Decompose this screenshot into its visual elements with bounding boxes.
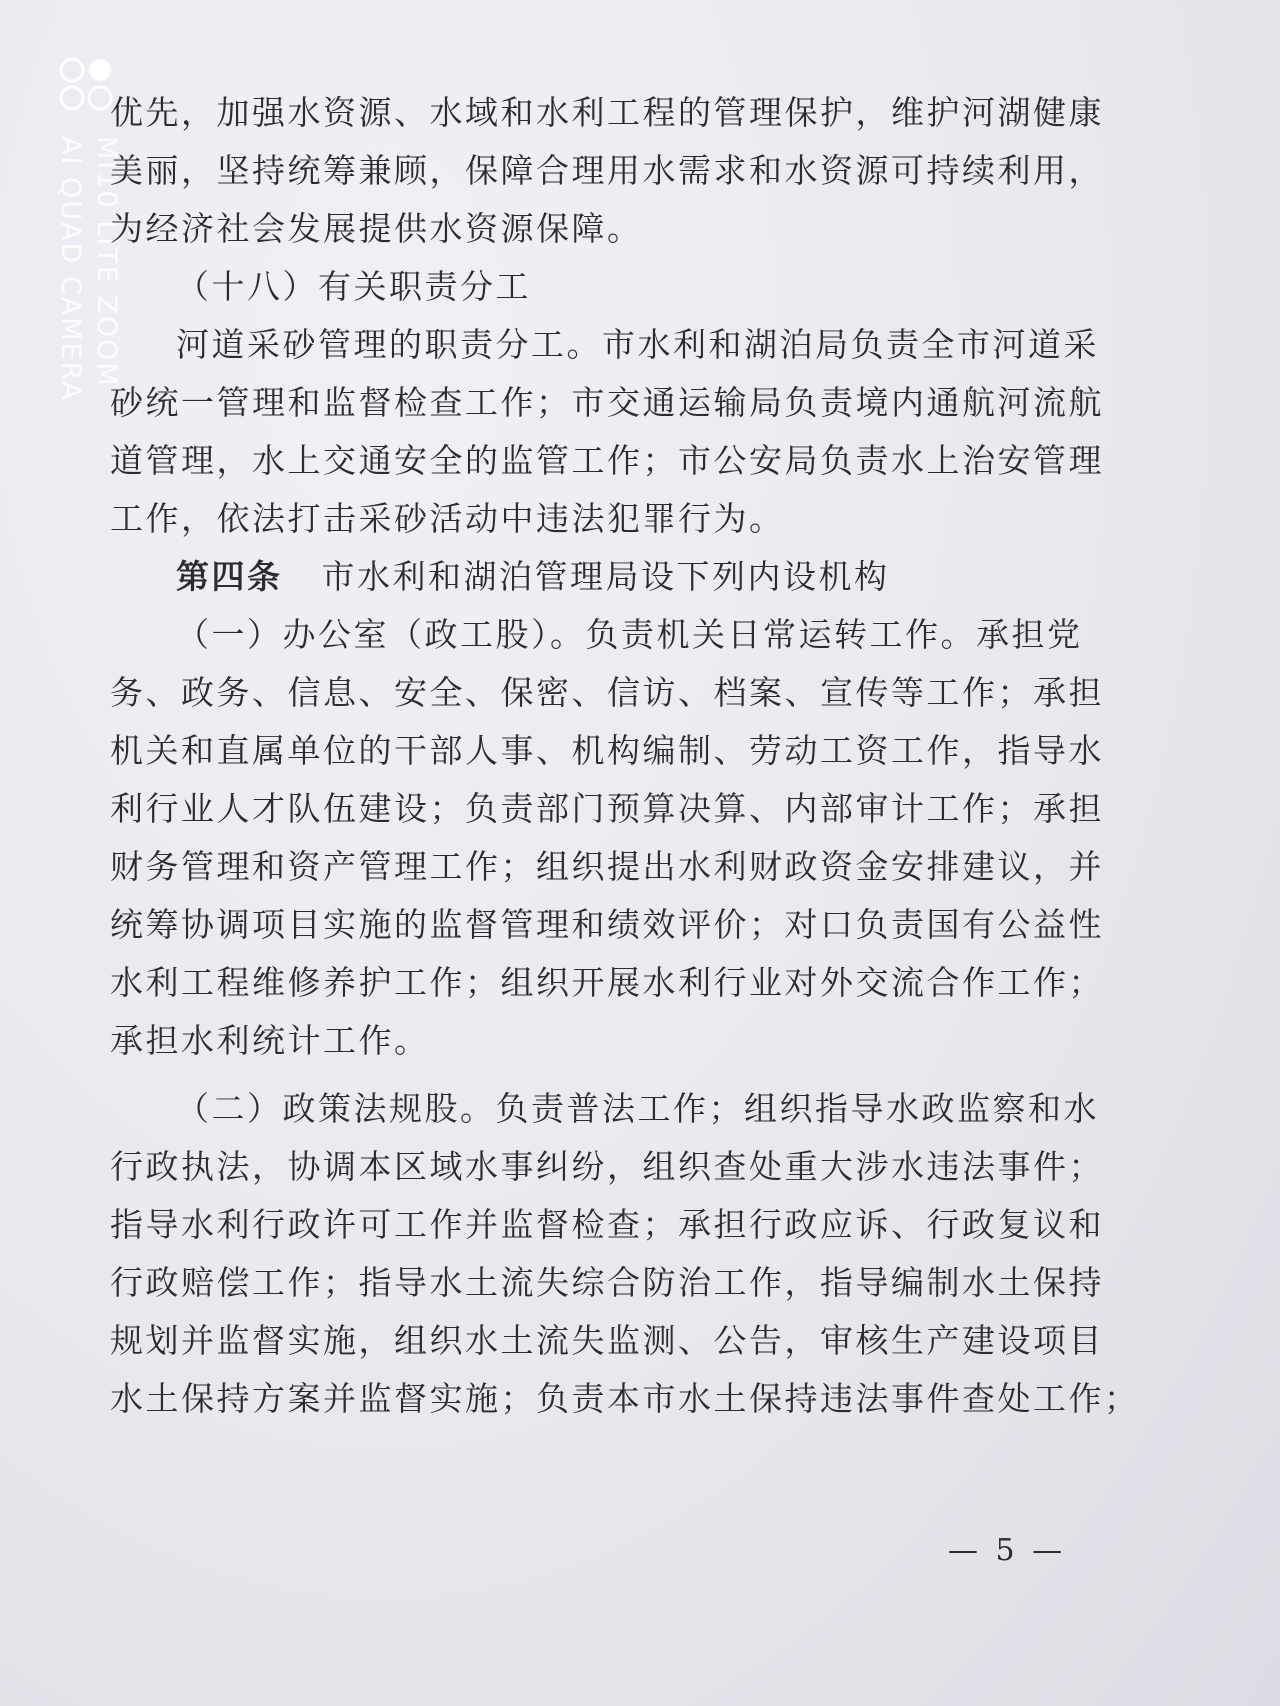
text-line: 利行业人才队伍建设；负责部门预算决算、内部审计工作；承担 [110, 789, 1104, 828]
text-line: （一）办公室（政工股）。负责机关日常运转工作。承担党 [176, 615, 1083, 654]
paragraph-water-resources [110, 84, 1110, 258]
watermark-line-1: MI10 LITE ZOOM [91, 136, 122, 388]
text-line: 机关和直属单位的干部人事、机构编制、劳动工资工作，指导水 [110, 731, 1104, 770]
text-line: 财务管理和资产管理工作；组织提出水利财政资金安排建议，并 [110, 847, 1104, 886]
text-line: 指导水利行政许可工作并监督检查；承担行政应诉、行政复议和 [110, 1205, 1104, 1244]
camera-logo-icon [56, 56, 116, 116]
text-line: 工作，依法打击采砂活动中违法犯罪行为。 [110, 499, 785, 538]
text-line: 务、政务、信息、安全、保密、信访、档案、宣传等工作；承担 [110, 673, 1104, 712]
text-line: 水利工程维修养护工作；组织开展水利行业对外交流合作工作； [110, 963, 1104, 1002]
paragraph-gap [110, 1070, 1110, 1080]
text-line: 道管理，水上交通安全的监管工作；市公安局负责水上治安管理 [110, 441, 1104, 480]
article-4-text: 市水利和湖泊管理局设下列内设机构 [321, 557, 890, 596]
text-line: 砂统一管理和监督检查工作；市交通运输局负责境内通航河流航 [110, 383, 1104, 422]
text-line: 水土保持方案并监督实施；负责本市水土保持违法事件查处工作； [110, 1379, 1140, 1418]
page-number: — 5 — [948, 1533, 1067, 1568]
text-line: （二）政策法规股。负责普法工作；组织指导水政监察和水 [176, 1089, 1099, 1128]
text-line: 为经济社会发展提供水资源保障。 [110, 209, 643, 248]
text-line: 优先，加强水资源、水域和水利工程的管理保护，维护河湖健康 [110, 93, 1104, 132]
text-line: 行政赔偿工作；指导水土流失综合防治工作，指导编制水土保持 [110, 1263, 1104, 1302]
paragraph-office [110, 606, 1110, 1070]
section-heading-18: （十八）有关职责分工 [176, 267, 531, 306]
watermark-line-2: AI QUAD CAMERA [55, 136, 86, 402]
paragraph-sand-mining [110, 316, 1110, 548]
text-line: 统筹协调项目实施的监督管理和绩效评价；对口负责国有公益性 [110, 905, 1104, 944]
text-line: 美丽，坚持统筹兼顾，保障合理用水需求和水资源可持续利用， [110, 151, 1104, 190]
text-line: 河道采砂管理的职责分工。市水利和湖泊局负责全市河道采 [176, 325, 1099, 364]
text-line: 行政执法，协调本区域水事纠纷，组织查处重大涉水违法事件； [110, 1147, 1104, 1186]
text-line: 规划并监督实施，组织水土流失监测、公告，审核生产建设项目 [110, 1321, 1104, 1360]
article-4-heading [110, 548, 1110, 606]
paragraph-policy-regulation [110, 1080, 1140, 1428]
text-line: 承担水利统计工作。 [110, 1021, 430, 1060]
page-body [110, 84, 1140, 1428]
article-4-label: 第四条 [176, 557, 283, 596]
